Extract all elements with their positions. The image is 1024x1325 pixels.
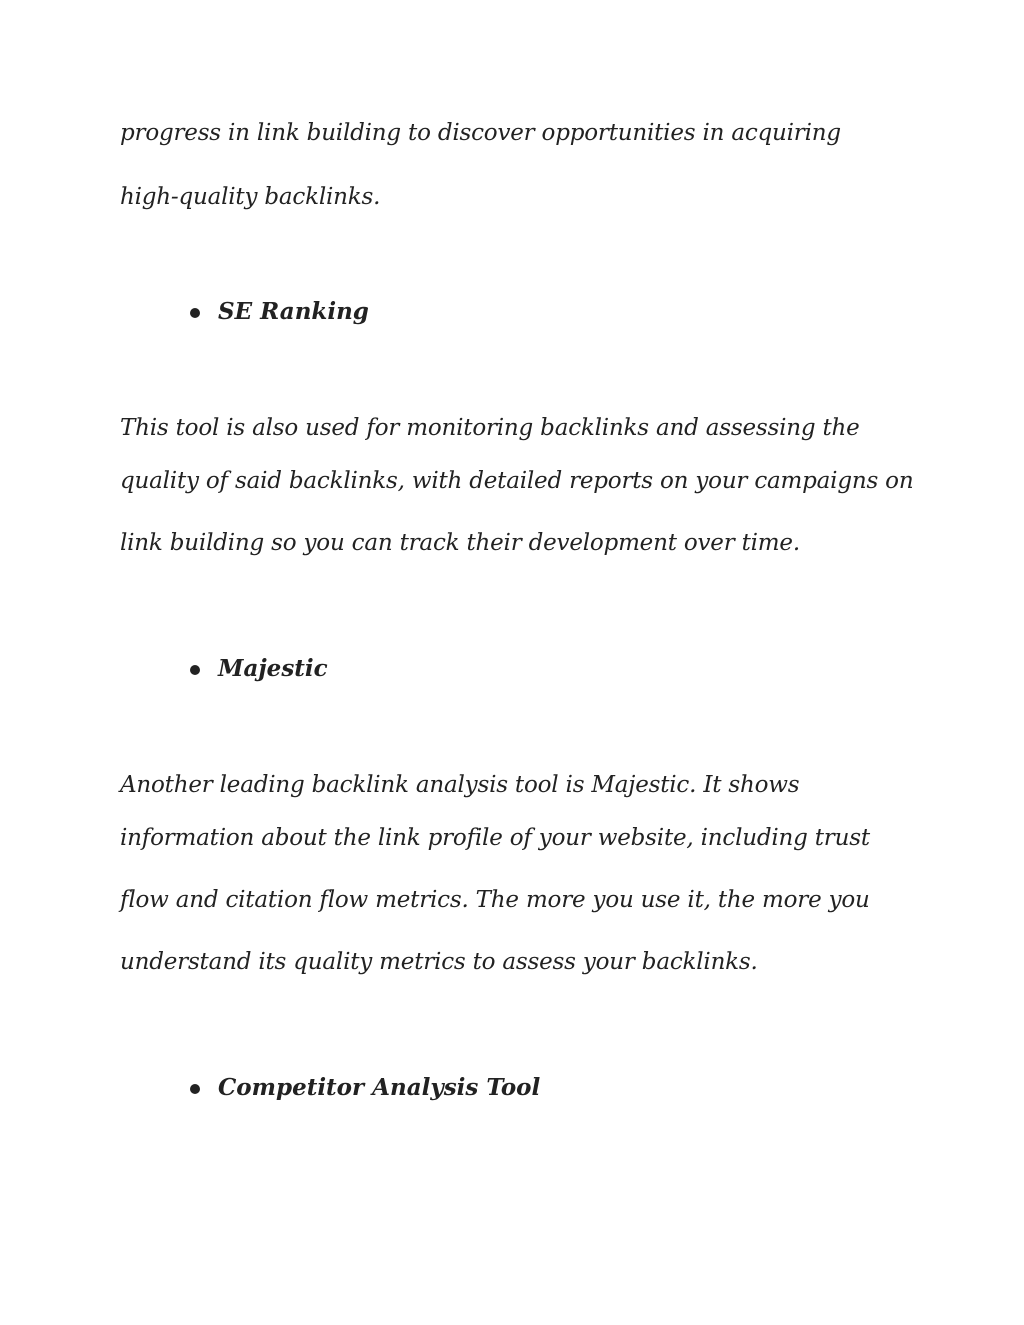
paragraph-line: information about the link profile of your website, including trust (120, 825, 870, 851)
bullet-dot-icon (190, 665, 200, 675)
bullet-item-competitor-analysis-tool (190, 1072, 540, 1104)
bullet-item-se-ranking (190, 296, 369, 328)
paragraph-line: understand its quality metrics to assess your backlinks. (120, 949, 758, 975)
bullet-dot-icon (190, 1084, 200, 1094)
bullet-label: Majestic (218, 655, 328, 682)
paragraph-line: flow and citation flow metrics. The more you use it, the more you (120, 887, 870, 913)
bullet-item-majestic (190, 653, 328, 685)
paragraph-line: high-quality backlinks. (120, 184, 381, 210)
bullet-label: Competitor Analysis Tool (218, 1074, 541, 1101)
paragraph-line: progress in link building to discover opportunities in acquiring (120, 120, 841, 146)
bullet-label: SE Ranking (218, 298, 369, 325)
paragraph-line: This tool is also used for monitoring backlinks and assessing the (120, 415, 860, 441)
paragraph-line: Another leading backlink analysis tool is Majestic. It shows (120, 772, 800, 798)
paragraph-line: link building so you can track their development over time. (120, 530, 800, 556)
bullet-dot-icon (190, 308, 200, 318)
paragraph-line: quality of said backlinks, with detailed reports on your campaigns on (120, 468, 914, 494)
